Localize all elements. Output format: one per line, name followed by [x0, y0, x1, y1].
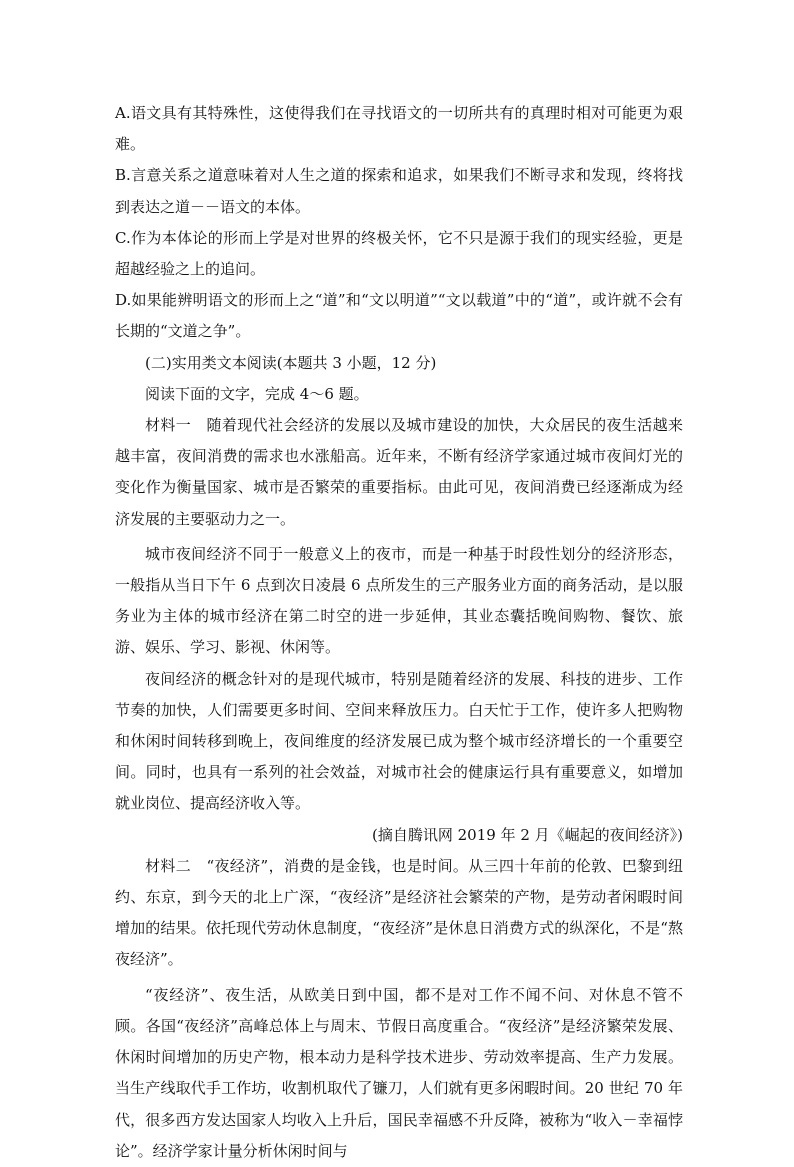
material1-paragraph-2: 城市夜间经济不同于一般意义上的夜市，而是一种基于时段性划分的经济形态，一般指从当日下午 6 点到次日凌晨 6 点所发生的三产服务业方面的商务活动，是以服务业为主体的城市经济在第二时空的进一步延伸，其业态囊括晚间购物、餐饮、旅游、娱乐、学习、影视、休闲等。	[115, 544, 683, 657]
material1-source: (摘自腾讯网 2019 年 2 月《崛起的夜间经济》)	[372, 825, 683, 844]
material1-paragraph-3: 夜间经济的概念针对的是现代城市，特别是随着经济的发展、科技的进步、工作节奏的加快，人们需要更多时间、空间来释放压力。白天忙于工作，使许多人把购物和休闲时间转移到晚上，夜间维度的经济发展已成为整个城市经济增长的一个重要空间。同时，也具有一系列的社会效益，对城市社会的健康运行具有重要意义，如增加就业岗位、提高经济收入等。	[115, 669, 683, 813]
section-title: (二)实用类文本阅读(本题共 3 小题，12 分)	[145, 353, 437, 372]
section-instruction: 阅读下面的文字，完成 4～6 题。	[145, 384, 369, 403]
material1-paragraph-1: 材料一 随着现代社会经济的发展以及城市建设的加快，大众居民的夜生活越来越丰富，夜间消费的需求也水涨船高。近年来，不断有经济学家通过城市夜间灯光的变化作为衡量国家、城市是否繁荣的重要指标。由此可见，夜间消费已经逐渐成为经济发展的主要驱动力之一。	[115, 416, 683, 528]
material2-paragraph-2: “夜经济”、夜生活，从欧美日到中国，都不是对工作不闻不问、对休息不管不顾。各国“夜经济”高峰总体上与周末、节假日高度重合。“夜经济”是经济繁荣发展、休闲时间增加的历史产物，根本动力是科学技术进步、劳动效率提高、生产力发展。当生产线取代手工作坊，收割机取代了镰刀，人们就有更多闲暇时间。20 世纪 70 年代，很多西方发达国家人均收入上升后，国民幸福感不升反降，被称为“收入－幸福悖论”。经济学家计量分析休闲时间与	[115, 985, 683, 1160]
material2-paragraph-1: 材料二 “夜经济”，消费的是金钱，也是时间。从三四十年前的伦敦、巴黎到纽约、东京，到今天的北上广深，“夜经济”是经济社会繁荣的产物，是劳动者闲暇时间增加的结果。依托现代劳动休息制度，“夜经济”是休息日消费方式的纵深化，不是“熬夜经济”。	[115, 856, 683, 969]
option-c: C.作为本体论的形而上学是对世界的终极关怀，它不只是源于我们的现实经验，更是超越经验之上的追问。	[115, 228, 683, 279]
option-b: B.言意关系之道意味着对人生之道的探索和追求，如果我们不断寻求和发现，终将找到表达之道－－语文的本体。	[115, 166, 683, 216]
option-d: D.如果能辨明语文的形而上之“道”和“文以明道”“文以载道”中的“道”，或许就不会有长期的“文道之争”。	[115, 291, 683, 341]
document-page	[115, 98, 683, 1167]
option-a: A.语文具有其特殊性，这使得我们在寻找语文的一切所共有的真理时相对可能更为艰难。	[115, 104, 683, 154]
